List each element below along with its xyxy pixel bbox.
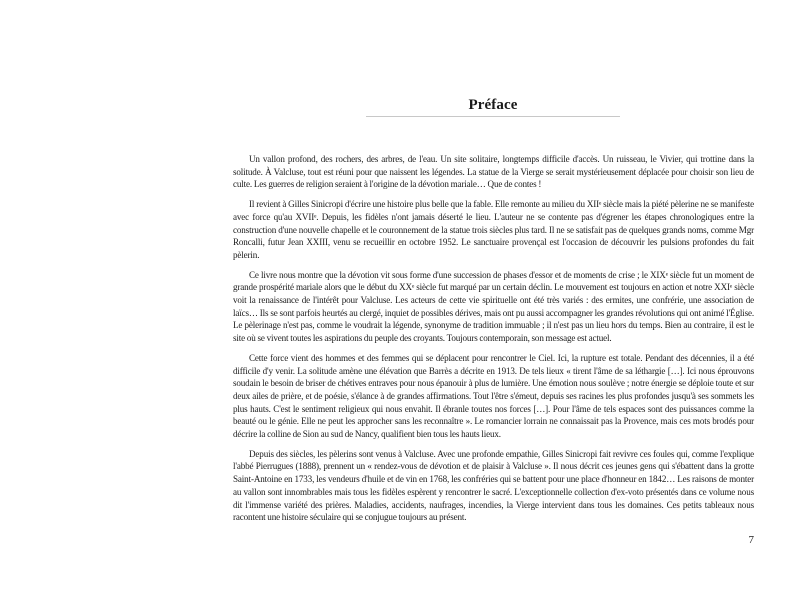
- page-number: 7: [748, 534, 754, 546]
- paragraph: Cette force vient des hommes et des femmes qui se déplacent pour rencontrer le Ciel. Ici, la rupture est totale. Pendant des décennies, il a été difficile d'y venir. La solitude amène une élévation que Barrès a décrite en 1913. De tels lieux « tirent l'âme de sa léthargie […]. Ici nous éprouvons soudain le besoin de briser de chétives entraves pour nous épanouir à plus de lumière. Une émotion nous soulève ; notre énergie se déploie toute et sur deux ailes de prière, et de poésie, s'élance à de grandes affirmations. Tout l'être s'émeut, depuis ses racines les plus profondes jusqu'à ses sommets les plus hauts. C'est le sentiment religieux qui nous envahit. Il ébranle toutes nos forces […]. Pour l'âme de tels espaces sont des puissances comme la beauté ou le génie. Elle ne peut les approcher sans les reconnaître ». Le romancier lorrain ne connaissait pas la Provence, mais ces mots brodés pour décrire la colline de Sion au sud de Nancy, qualifient bien tous les hauts lieux.: [233, 352, 754, 440]
- paragraph: Il revient à Gilles Sinicropi d'écrire une histoire plus belle que la fable. Elle remonte au milieu du XIIᵉ siècle mais la piété pèlerine ne se manifeste avec force qu'au XVIIᵉ. Depuis, les fidèles n'ont jamais déserté le lieu. L'auteur ne se contente pas d'égrener les étapes chronologiques entre la construction d'une nouvelle chapelle et le couronnement de la statue trois siècles plus tard. Il ne se satisfait pas de quelques grands noms, comme Mgr Roncalli, futur Jean XXIII, venu se recueillir en octobre 1952. Le sanctuaire provençal est l'occasion de découvrir les pulsions profondes du fait pèlerin.: [233, 199, 754, 260]
- page-title: Préface: [468, 97, 518, 113]
- paragraph: Ce livre nous montre que la dévotion vit sous forme d'une succession de phases d'essor et de moments de crise ; le XIXᵉ siècle fut un moment de grande prospérité mariale alors que le début du XXᵉ siècle fut marqué par un certain déclin. Le mouvement est toujours en action et notre XXIᵉ siècle voit la renaissance de l'intérêt pour Valcluse. Les acteurs de cette vie spirituelle ont été très variés : des ermites, une confrérie, une association de laïcs… Ils se sont parfois heurtés au clergé, inquiet de possibles dérives, mais ont pu aussi accompagner les grandes révolutions qui ont animé l'Église. Le pèlerinage n'est pas, comme le voudrait la légende, synonyme de tradition immuable ; il n'est pas un lieu hors du temps. Bien au contraire, il est le site où se vivent toutes les aspirations du peuple des croyants. Toujours contemporain, son message est actuel.: [233, 269, 754, 344]
- paragraph: Un vallon profond, des rochers, des arbres, de l'eau. Un site solitaire, longtemps difficile d'accès. Un ruisseau, le Vivier, qui trottine dans la solitude. À Valcluse, tout est réuni pour que naissent les légendes. La statue de la Vierge se serait mystérieusement déplacée pour choisir son lieu de culte. Les guerres de religion seraient à l'origine de la dévotion mariale… Que de contes !: [233, 154, 754, 190]
- title-divider: [366, 116, 620, 117]
- preface-body: [233, 153, 754, 531]
- paragraph: Depuis des siècles, les pèlerins sont venus à Valcluse. Avec une profonde empathie, Gilles Sinicropi fait revivre ces foules qui, comme l'explique l'abbé Pierrugues (1888), prennent un « rendez-vous de dévotion et de plaisir à Valcluse ». Il nous décrit ces jeunes gens qui s'ébattent dans la grotte Saint-Antoine en 1733, les vendeurs d'huile et de vin en 1768, les confréries qui se battent pour une place d'honneur en 1842… Les raisons de monter au vallon sont innombrables mais tous les fidèles espèrent y rencontrer le sacré. L'exceptionnelle collection d'ex-voto présentés dans ce volume nous dit l'immense variété des prières. Maladies, accidents, naufrages, incendies, la Vierge intervient dans tous les domaines. Ces petits tableaux nous racontent une histoire séculaire qui se conjugue toujours au présent.: [233, 448, 754, 523]
